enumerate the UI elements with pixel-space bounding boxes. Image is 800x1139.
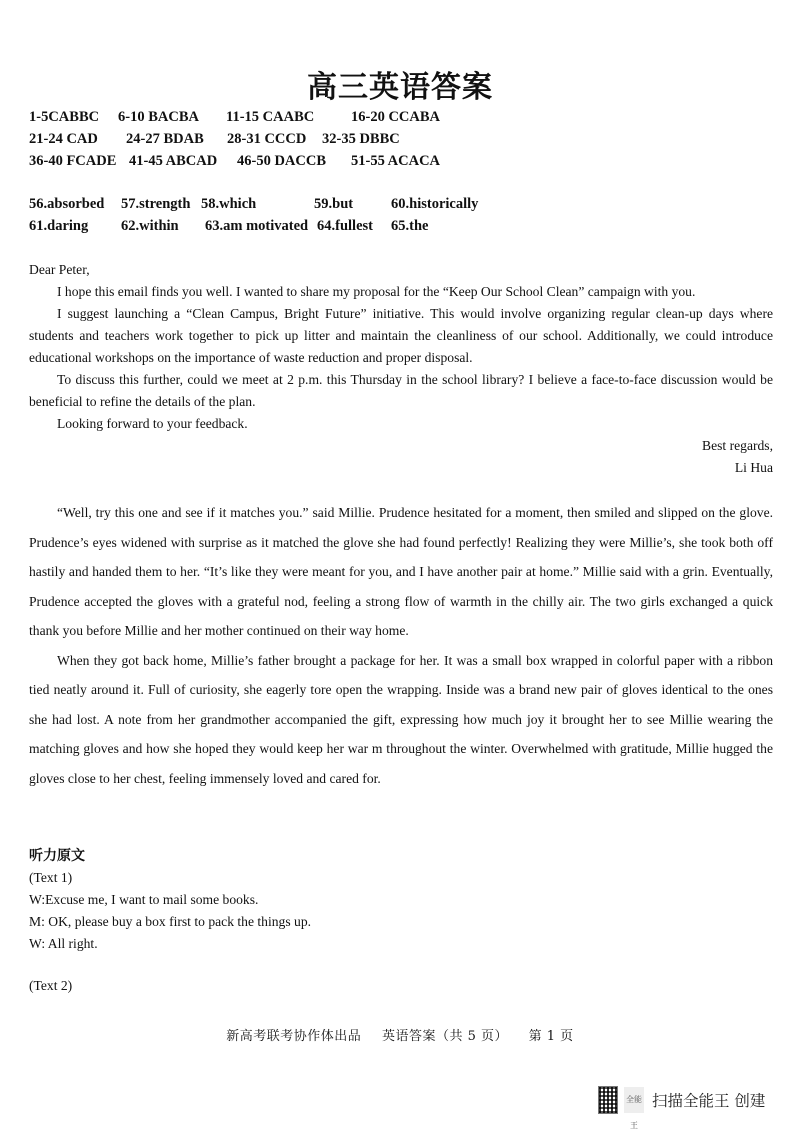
- letter-paragraph: To discuss this further, could we meet at 2 p.m. this Thursday in the school library? I believe a face-to-face discussion would be beneficial to refine the details of the plan.: [29, 372, 773, 409]
- continuation-writing-sample: [29, 498, 773, 793]
- blank-answer: 58.which: [201, 196, 257, 212]
- answer-row: [29, 131, 789, 153]
- answer-group: 1-5CABBC: [29, 109, 100, 125]
- scanner-label: 扫描全能王 创建: [652, 1092, 766, 1110]
- blank-row: [29, 218, 789, 240]
- blank-answer: 60.historically: [391, 196, 479, 212]
- answer-group: 36-40 FCADE: [29, 153, 117, 169]
- footer-publisher: 新高考联考协作体出品: [226, 1029, 362, 1044]
- blank-answer: 56.absorbed: [29, 196, 105, 212]
- multiple-choice-answers: [29, 109, 789, 175]
- story-paragraph: “Well, try this one and see if it matches you.” said Millie. Prudence hesitated for a moment, then smiled and slipped on the glove. Prudence’s eyes widened with surprise as it matched the glove she had found perfectly! Realizing they were Millie’s, she took both off hastily and handed them to her. “It’s like they were meant for you, and I have another pair at home.” Millie said with a grin. Eventually, Prudence accepted the gloves with a grateful nod, feeling a strong flow of warmth in the chilly air. The two girls exchanged a quick thank you before Millie and her mother continued on their way home.: [29, 505, 773, 638]
- blank-answer: 64.fullest: [317, 218, 373, 234]
- writing-sample-letter: [29, 259, 773, 479]
- scanner-logo-icon: 全能王: [624, 1087, 644, 1113]
- blank-answer: 65.the: [391, 218, 429, 234]
- footer-document: 英语答案（共 5 页）: [381, 1029, 508, 1044]
- transcript-line: M: OK, please buy a box first to pack the things up.: [29, 914, 312, 929]
- answer-row: [29, 153, 789, 175]
- transcript-line: W:Excuse me, I want to mail some books.: [29, 892, 259, 907]
- answer-group: 24-27 BDAB: [126, 131, 204, 147]
- fill-in-answers: [29, 196, 789, 240]
- answer-group: 28-31 CCCD: [227, 131, 307, 147]
- blank-answer: 57.strength: [121, 196, 191, 212]
- text-label: (Text 2): [29, 978, 73, 993]
- answer-group: 32-35 DBBC: [322, 131, 400, 147]
- letter-paragraph: I suggest launching a “Clean Campus, Bright Future” initiative. This would involve organizing regular clean-up days where students and teachers work together to pick up litter and maintain the cleanliness of our school. Additionally, we could introduce educational workshops on the importance of waste reduction and proper disposal.: [29, 306, 773, 365]
- answer-group: 11-15 CAABC: [226, 109, 315, 125]
- answer-group: 51-55 ACACA: [351, 153, 441, 169]
- letter-paragraph: I hope this email finds you well. I wanted to share my proposal for the “Keep Our School Clean” campaign with you.: [57, 284, 696, 299]
- answer-group: 6-10 BACBA: [118, 109, 199, 125]
- footer-page-number: 第 1 页: [528, 1029, 574, 1044]
- blank-answer: 62.within: [121, 218, 179, 234]
- page-title: 高三英语答案: [307, 70, 493, 105]
- answer-group: 46-50 DACCB: [237, 153, 327, 169]
- letter-greeting: Dear Peter,: [29, 262, 90, 277]
- scanner-watermark: [598, 1085, 766, 1130]
- answer-row: [29, 109, 789, 131]
- letter-signature: Li Hua: [734, 460, 773, 475]
- text-label: (Text 1): [29, 870, 73, 885]
- story-paragraph: When they got back home, Millie’s father brought a package for her. It was a small box wrapped in colorful paper with a ribbon tied neatly around it. Full of curiosity, she eagerly tore open the wrapping. Inside was a brand new pair of gloves identical to the ones she had lost. A note from her grandmother accompanied the gift, expressing how much joy it brought her to see Millie wearing the matching gloves and how she hoped they would keep her war m throughout the winter. Overwhelmed with gratitude, Millie hugged the gloves close to her chest, feeling immensely loved and cared for.: [29, 652, 773, 786]
- blank-answer: 63.am motivated: [205, 218, 309, 234]
- letter-closing: Best regards,: [702, 438, 773, 453]
- answer-group: 41-45 ABCAD: [129, 153, 218, 169]
- answer-group: 21-24 CAD: [29, 131, 98, 147]
- letter-paragraph: Looking forward to your feedback.: [57, 416, 248, 431]
- answer-group: 16-20 CCABA: [351, 109, 441, 125]
- listening-transcript: [29, 845, 773, 997]
- qr-code-icon: [598, 1086, 618, 1114]
- page-footer: [0, 1025, 800, 1044]
- blank-answer: 59.but: [314, 196, 354, 212]
- blank-answer: 61.daring: [29, 218, 89, 234]
- blank-row: [29, 196, 789, 218]
- listening-heading: 听力原文: [29, 848, 85, 864]
- transcript-line: W: All right.: [29, 936, 98, 951]
